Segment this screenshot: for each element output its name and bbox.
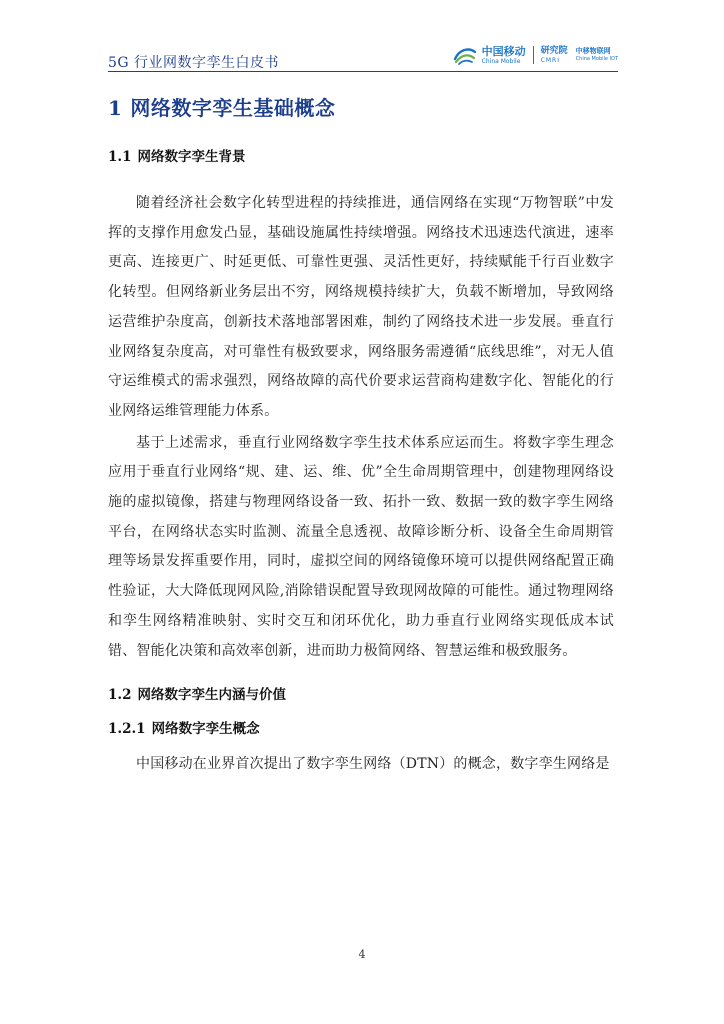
page-number: 4 bbox=[358, 948, 366, 961]
page-header bbox=[108, 44, 618, 74]
section-1-number: 1 bbox=[108, 96, 123, 120]
section-1-1-heading bbox=[108, 146, 614, 168]
section-1-title: 网络数字孪生基础概念 bbox=[130, 96, 336, 120]
section-1-heading bbox=[108, 91, 614, 125]
section-1-1-title: 网络数字孪生背景 bbox=[137, 149, 246, 165]
header-title: 5G 行业网数字孪生白皮书 bbox=[108, 55, 280, 71]
logo-cm-en: China Mobile bbox=[481, 57, 521, 65]
section-1-1-number: 1.1 bbox=[108, 149, 132, 165]
china-mobile-logo-icon bbox=[452, 44, 478, 66]
section-1-2-1-title: 网络数字孪生概念 bbox=[151, 721, 260, 738]
section-1-2-number: 1.2 bbox=[108, 687, 132, 704]
body-paragraph: 中国移动在业界首次提出了数字孪生网络（DTN）的概念，数字孪生网络是 bbox=[136, 756, 610, 773]
publisher-logos bbox=[452, 44, 618, 66]
logo-iot-en: China Mobile IOT bbox=[575, 56, 618, 62]
section-1-2-1-heading bbox=[108, 718, 614, 740]
logo-cmri-cn: 研究院 bbox=[540, 45, 568, 56]
section-1-2-1-number: 1.2.1 bbox=[108, 721, 146, 738]
iot-wordmark bbox=[576, 48, 618, 62]
logo-iot-cn: 中移物联网 bbox=[575, 47, 611, 55]
china-mobile-wordmark bbox=[482, 46, 526, 65]
section-1-2-heading bbox=[108, 684, 614, 706]
body-paragraph: 基于上述需求，垂直行业网络数字孪生技术体系应运而生。将数字孪生理念应用于垂直行业网络“规、建、运、维、优”全生命周期管理中，创建物理网络设施的虚拟镜像，搭建与物理网络设备一致、拓扑一致、数据一致的数字孪生网络平台，在网络状态实时监测、流量全息透视、故障诊断分析、设备全生命周期管理等场景发挥重要作用，同时，虚拟空间的网络镜像环境可以提供网络配置正确性验证，大大降低现网风险,消除错误配置导致现网故障的可能性。通过物理网络和孪生网络精准映射、实时交互和闭环优化，助力垂直行业网络实现低成本试错、智能化决策和高效率创新，进而助力极简网络、智慧运维和极致服务。 bbox=[108, 434, 614, 659]
logo-divider bbox=[533, 46, 534, 64]
cmri-wordmark bbox=[541, 47, 568, 64]
page-body bbox=[108, 88, 614, 780]
section-1-2-title: 网络数字孪生内涵与价值 bbox=[137, 687, 286, 704]
logo-cmri-en: CMRI bbox=[540, 56, 560, 64]
header-rule bbox=[108, 71, 618, 72]
body-paragraph: 随着经济社会数字化转型进程的持续推进，通信网络在实现“万物智联”中发挥的支撑作用愈发凸显，基础设施属性持续增强。网络技术迅速迭代演进，速率更高、连接更广、时延更低、可靠性更强、灵活性更好，持续赋能千行百业数字化转型。但网络新业务层出不穷，网络规模持续扩大，负载不断增加，导致网络运营维护杂度高，创新技术落地部署困难，制约了网络技术进一步发展。垂直行业网络复杂度高，对可靠性有极致要求，网络服务需遵循“底线思维”，对无人值守运维模式的需求强烈，网络故障的高代价要求运营商构建数字化、智能化的行业网络运维管理能力体系。 bbox=[108, 195, 614, 419]
logo-cm-cn: 中国移动 bbox=[481, 44, 526, 58]
